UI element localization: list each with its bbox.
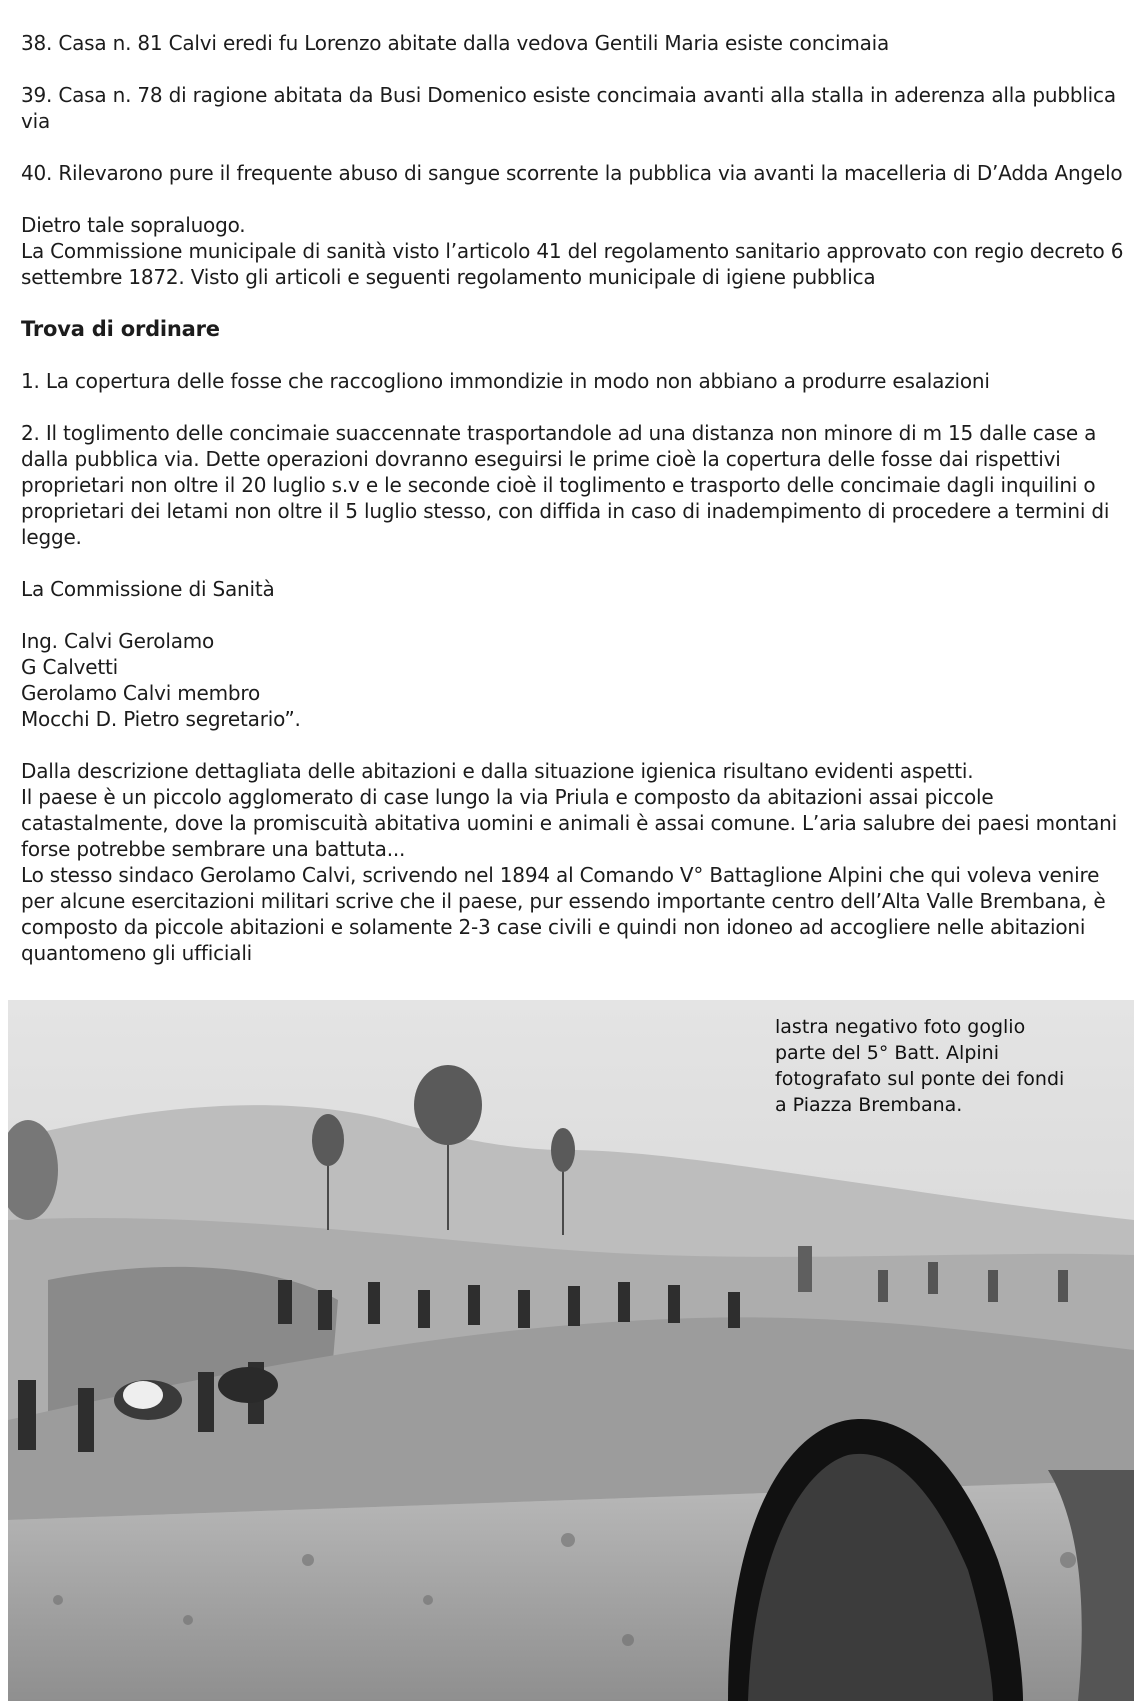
commentary-3: Lo stesso sindaco Gerolamo Calvi, scrivendo nel 1894 al Comando V° Battaglione Alpini che qui voleva venire per alcune esercitazioni militari scrive che il paese, pur essendo importante centro dell’Alta Valle Brembana, è composto da piccole abitazioni e solamente 2-3 case civili e quindi non idoneo ad accogliere nelle abitazioni quantomeno gli ufficiali bbox=[21, 863, 1106, 965]
caption-line: lastra negativo foto goglio bbox=[775, 1016, 1026, 1038]
paragraph-39: 39. Casa n. 78 di ragione abitata da Busi Domenico esiste concimaia avanti alla stalla in aderenza alla pubblica via bbox=[21, 83, 1116, 133]
inspection-intro: Dietro tale sopraluogo. bbox=[21, 213, 246, 237]
signatory: G Calvetti bbox=[21, 655, 119, 679]
signatory: Gerolamo Calvi membro bbox=[21, 681, 261, 705]
order-2: 2. Il toglimento delle concimaie suaccennate trasportandole ad una distanza non minore di m 15 dalle case a dalla pubblica via. Dette operazioni dovranno eseguirsi le prime cioè la copertura delle fosse dai rispettivi proprietari non oltre il 20 luglio s.v e le seconde cioè il toglimento e trasporto delle concimaie dagli inquilini o proprietari dei letami non oltre il 5 luglio stesso, con diffida in caso di inadempimento di procedere a termini di legge. bbox=[21, 421, 1110, 549]
order-1: 1. La copertura delle fosse che raccogliono immondizie in modo non abbiano a produrre esalazioni bbox=[21, 369, 990, 393]
paragraph-40: 40. Rilevarono pure il frequente abuso di sangue scorrente la pubblica via avanti la macelleria di D’Adda Angelo bbox=[21, 161, 1123, 185]
section-heading: Trova di ordinare bbox=[21, 317, 220, 341]
paragraph-38: 38. Casa n. 81 Calvi eredi fu Lorenzo abitate dalla vedova Gentili Maria esiste concimaia bbox=[21, 31, 890, 55]
document-body bbox=[21, 30, 1129, 966]
commentary-1: Dalla descrizione dettagliata delle abitazioni e dalla situazione igienica risultano evidenti aspetti. bbox=[21, 759, 974, 783]
caption-line: fotografato sul ponte dei fondi bbox=[775, 1068, 1065, 1090]
commission-signature: La Commissione di Sanità bbox=[21, 577, 275, 601]
commission-text: La Commissione municipale di sanità visto l’articolo 41 del regolamento sanitario approvato con regio decreto 6 settembre 1872. Visto gli articoli e seguenti regolamento municipale di igiene pubblica bbox=[21, 239, 1124, 289]
caption-line: parte del 5° Batt. Alpini bbox=[775, 1042, 999, 1064]
photo-caption bbox=[775, 1014, 1115, 1118]
commentary-2: Il paese è un piccolo agglomerato di case lungo la via Priula e composto da abitazioni assai piccole catastalmente, dove la promiscuità abitativa uomini e animali è assai comune. L’aria salubre dei paesi montani forse potrebbe sembrare una battuta... bbox=[21, 785, 1117, 861]
signatory: Mocchi D. Pietro segretario”. bbox=[21, 707, 301, 731]
caption-line: a Piazza Brembana. bbox=[775, 1094, 963, 1116]
signatories bbox=[21, 628, 1129, 732]
signatory: Ing. Calvi Gerolamo bbox=[21, 629, 215, 653]
